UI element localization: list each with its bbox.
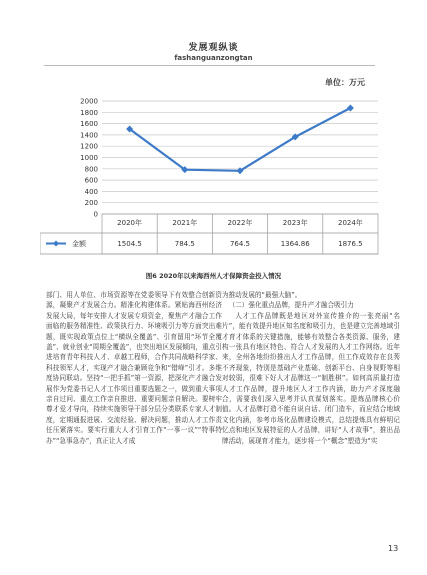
left-paragraph: 部门、用人单位、市场资源等在党委领导下有效整合创新资源，凝聚产才发展合力。精准化构建体系。紧贴海西州经济发展大局，每年安排人才发展专项资金，聚焦产才融合工作面临的服务精准性、政策执行力、环境吸引力等方面突出难题，既实现政策点位上“横纵全覆盖”、引育留用“环节全覆盖”、就业创业“周期全覆盖”，也突出地区发展倾向，重点引进培育青年科技人才、卓越工程师，合作共同战略科学家、科技领军人才，实现产才融合兼顾竞争和“错峰”引才。多维度协同联动。坚持“一把手抓”第一资源，把深化产才融合发展作为党委书记人才工作项目重要选题之一，做到重大事项亲自过问、重点工作亲自推进、重要问题亲自解决。要树牢尊才爱才导向，持续实施领导干部分层分类联系专家人才制度，定期通报进展、交流经验、解决问题，推动人才工作责任压紧落实。要实行重大人才引育工作“一事一议”“特事特办”“急事急办”，真正让人才成 <box>46 291 222 445</box>
y-tick-label: 2000 <box>80 97 98 106</box>
series-line <box>130 108 351 171</box>
data-table-value: 1876.5 <box>338 240 363 248</box>
x-tick-label: 2024年 <box>337 219 363 227</box>
y-tick-label: 0 <box>93 210 98 219</box>
chart-unit-label: 单位：万元 <box>325 78 365 87</box>
y-tick-label: 1600 <box>80 120 98 129</box>
right-intro: 为推动发展的“最强大脑”。 <box>222 291 302 299</box>
data-table-value: 784.5 <box>174 240 195 248</box>
header-title: 发展观纵谈 <box>188 43 239 53</box>
data-table-value: 764.5 <box>229 240 251 248</box>
figure-caption: 图6 2020年以来海西州人才保障资金投入情况 <box>145 272 282 280</box>
page-number: 13 <box>388 544 399 553</box>
x-tick-label: 2020年 <box>117 219 143 227</box>
right-paragraph: 人才工作品牌既是地区对外宣传推介的一张亮丽“名片”，能有效提升地区知名度和吸引力，也是建立完善地域引才育才体系的关键措施，能够有效整合各类资源、服务，建构一张具有地区特色、符合人才发展的人才工作网络。近年来，全州各地纷纷推出人才工作品牌，但工作成效存在良莠不齐现象，特别是基础产业基础、创新平台、自身视野等相对较弱，很难下好人才品牌这一“制胜棋”。如何高质量打造人才工作品牌，提升地区人才工作内涵，助力产才深度融合，需要我们深入思考并认真谋划落实。提炼品牌核心价值。人才品牌打造不能自说自话、闭门造车，而应结合地域文化内涵，参考市场化品牌建设模式，总结提炼具有鲜明记忆点和地区发展特征的人才品牌，讲好“人才故事”，推出品牌活动，展现育才能力，逐步将一个“概念”塑造为“实 <box>222 311 400 445</box>
line-chart <box>40 88 380 266</box>
x-tick-label: 2021年 <box>172 219 198 227</box>
section-heading: （二）强化重点品牌，提升产才融合吸引力 <box>228 301 354 310</box>
y-tick-label: 200 <box>84 199 98 208</box>
y-tick-label: 800 <box>84 165 98 174</box>
legend-swatch-marker <box>53 241 59 247</box>
left-column <box>46 290 222 446</box>
page-header <box>0 40 427 62</box>
data-table-value: 1504.5 <box>117 240 142 248</box>
x-tick-label: 2023年 <box>282 219 308 227</box>
legend-series-name: 金额 <box>72 240 86 248</box>
x-tick-label: 2022年 <box>227 219 253 227</box>
header-divider <box>44 65 375 66</box>
y-tick-label: 600 <box>84 176 98 185</box>
y-tick-label: 1200 <box>80 142 98 151</box>
y-tick-label: 1400 <box>80 131 98 140</box>
y-tick-label: 400 <box>84 187 98 196</box>
header-subtitle: fashanguanzongtan <box>174 54 253 62</box>
y-tick-label: 1000 <box>80 154 98 162</box>
right-column <box>222 290 400 446</box>
data-table-value: 1364.86 <box>280 240 310 248</box>
y-tick-label: 1800 <box>80 108 98 117</box>
